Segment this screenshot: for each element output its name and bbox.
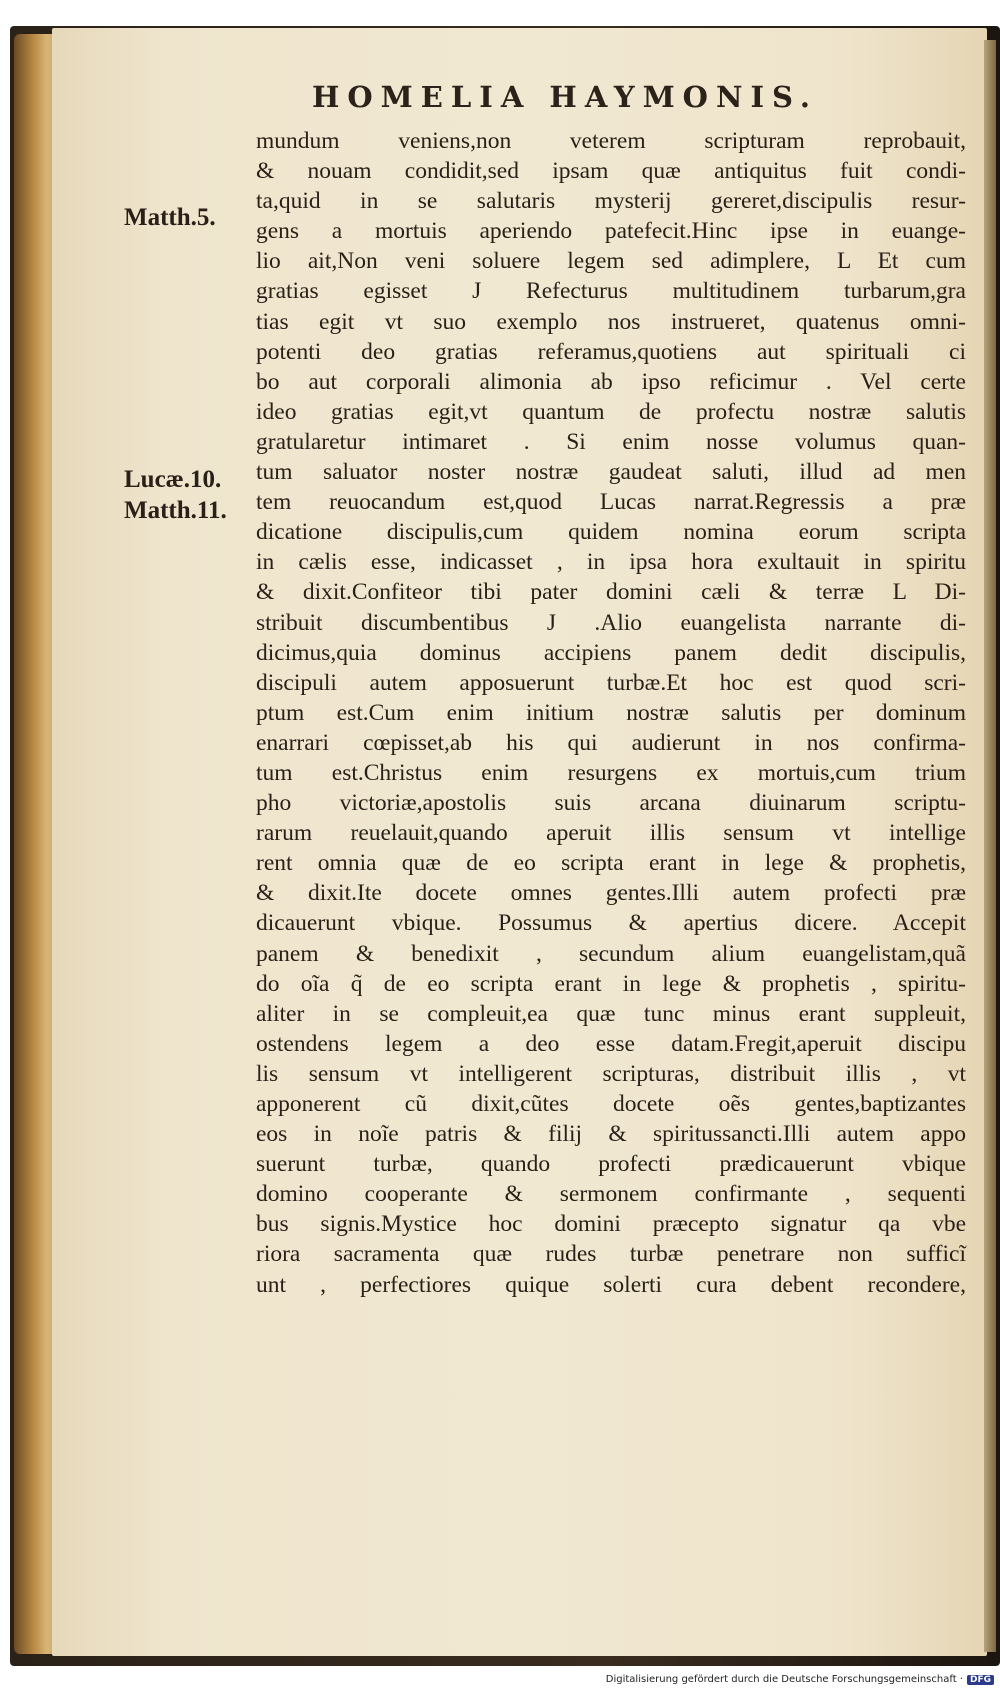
- text-line: discipuli autem apposuerunt turbæ.Et hoc est quod scri-: [256, 669, 966, 696]
- text-line: & nouam condidit,sed ipsam quæ antiquitus fuit condi-: [256, 158, 966, 185]
- dfg-logo: DFG: [967, 1675, 994, 1685]
- text-line: ostendens legem a deo esse datam.Fregit,aperuit discipu: [256, 1030, 966, 1057]
- text-line: suerunt turbæ, quando profecti prædicauerunt vbique: [256, 1151, 966, 1178]
- text-line: gratularetur intimaret . Si enim nosse volumus quan-: [256, 428, 966, 455]
- running-head: HOMELIA HAYMONIS.: [312, 80, 819, 114]
- text-line: tum saluator noster nostræ gaudeat saluti, illud ad men: [256, 459, 966, 486]
- text-line: ptum est.Cum enim initium nostræ salutis per dominum: [256, 699, 966, 726]
- text-line: lio ait,Non veni soluere legem sed adimplere, L Et cum: [256, 248, 966, 275]
- text-line: apponerent cũ dixit,cũtes docete oẽs gentes,baptizantes: [256, 1091, 966, 1117]
- body-text: [256, 126, 966, 1300]
- page-edge-right: [984, 40, 996, 1652]
- text-line: aliter in se compleuit,ea quæ tunc minus erant suppleuit,: [256, 1000, 966, 1027]
- text-line: unt , perfectiores quique solerti cura debent recondere,: [256, 1271, 966, 1298]
- text-line: tem reuocandum est,quod Lucas narrat.Regressis a præ: [256, 489, 966, 516]
- text-line: bus signis.Mystice hoc domini præcepto signatur qa vbe: [256, 1211, 966, 1238]
- text-line: & dixit.Confiteor tibi pater domini cæli & terræ L Di-: [256, 579, 966, 606]
- text-line: rent omnia quæ de eo scripta erant in lege & prophetis,: [256, 850, 966, 877]
- text-line: ta,quid in se salutaris mysterij gereret,discipulis resur-: [256, 188, 966, 215]
- text-line: gens a mortuis aperiendo patefecit.Hinc ipse in euange-: [256, 218, 966, 245]
- text-line: mundum veniens,non veterem scripturam reprobauit,: [256, 128, 966, 154]
- text-line: eos in noĩe patris & filij & spiritussancti.Illi autem appo: [256, 1121, 966, 1148]
- text-line: pho victoriæ,apostolis suis arcana diuinarum scriptu-: [256, 790, 966, 817]
- text-line: riora sacramenta quæ rudes turbæ penetrare non sufficĩ: [256, 1241, 966, 1268]
- text-line: do oĩa q̃ de eo scripta erant in lege & prophetis , spiritu-: [256, 970, 966, 997]
- text-line: rarum reuelauit,quando aperuit illis sensum vt intellige: [256, 820, 966, 847]
- marginal-note-lucae10: Lucæ.10.: [124, 466, 222, 493]
- marginal-note-matth5: Matth.5.: [124, 204, 216, 231]
- text-line: dicauerunt vbique. Possumus & apertius dicere. Accepit: [256, 910, 966, 937]
- text-line: ideo gratias egit,vt quantum de profectu nostræ salutis: [256, 398, 966, 425]
- text-line: dicatione discipulis,cum quidem nomina eorum scripta: [256, 519, 966, 546]
- text-line: lis sensum vt intelligerent scripturas, distribuit illis , vt: [256, 1060, 966, 1087]
- text-line: stribuit discumbentibus J .Alio euangelista narrante di-: [256, 609, 966, 636]
- text-line: domino cooperante & sermonem confirmante , sequenti: [256, 1181, 966, 1208]
- text-line: potenti deo gratias referamus,quotiens aut spirituali ci: [256, 338, 966, 365]
- marginal-note-matth11: Matth.11.: [124, 497, 227, 524]
- text-line: panem & benedixit , secundum alium euangelistam,quã: [256, 940, 966, 967]
- text-line: dicimus,quia dominus accipiens panem dedit discipulis,: [256, 639, 966, 666]
- text-line: in cælis esse, indicasset , in ipsa hora exultauit in spiritu: [256, 549, 966, 576]
- text-line: tias egit vt suo exemplo nos instrueret, quatenus omni-: [256, 308, 966, 335]
- text-line: & dixit.Ite docete omnes gentes.Illi autem profecti præ: [256, 880, 966, 907]
- text-line: enarrari cœpisset,ab his qui audierunt in nos confirma-: [256, 729, 966, 756]
- footer-credit: [606, 1674, 994, 1685]
- text-line: gratias egisset J Refecturus multitudinem turbarum,gra: [256, 278, 966, 305]
- text-line: bo aut corporali alimonia ab ipso reficimur . Vel certe: [256, 368, 966, 395]
- text-line: tum est.Christus enim resurgens ex mortuis,cum trium: [256, 759, 966, 786]
- footer-text: Digitalisierung gefördert durch die Deutsche Forschungsgemeinschaft ·: [605, 1674, 963, 1685]
